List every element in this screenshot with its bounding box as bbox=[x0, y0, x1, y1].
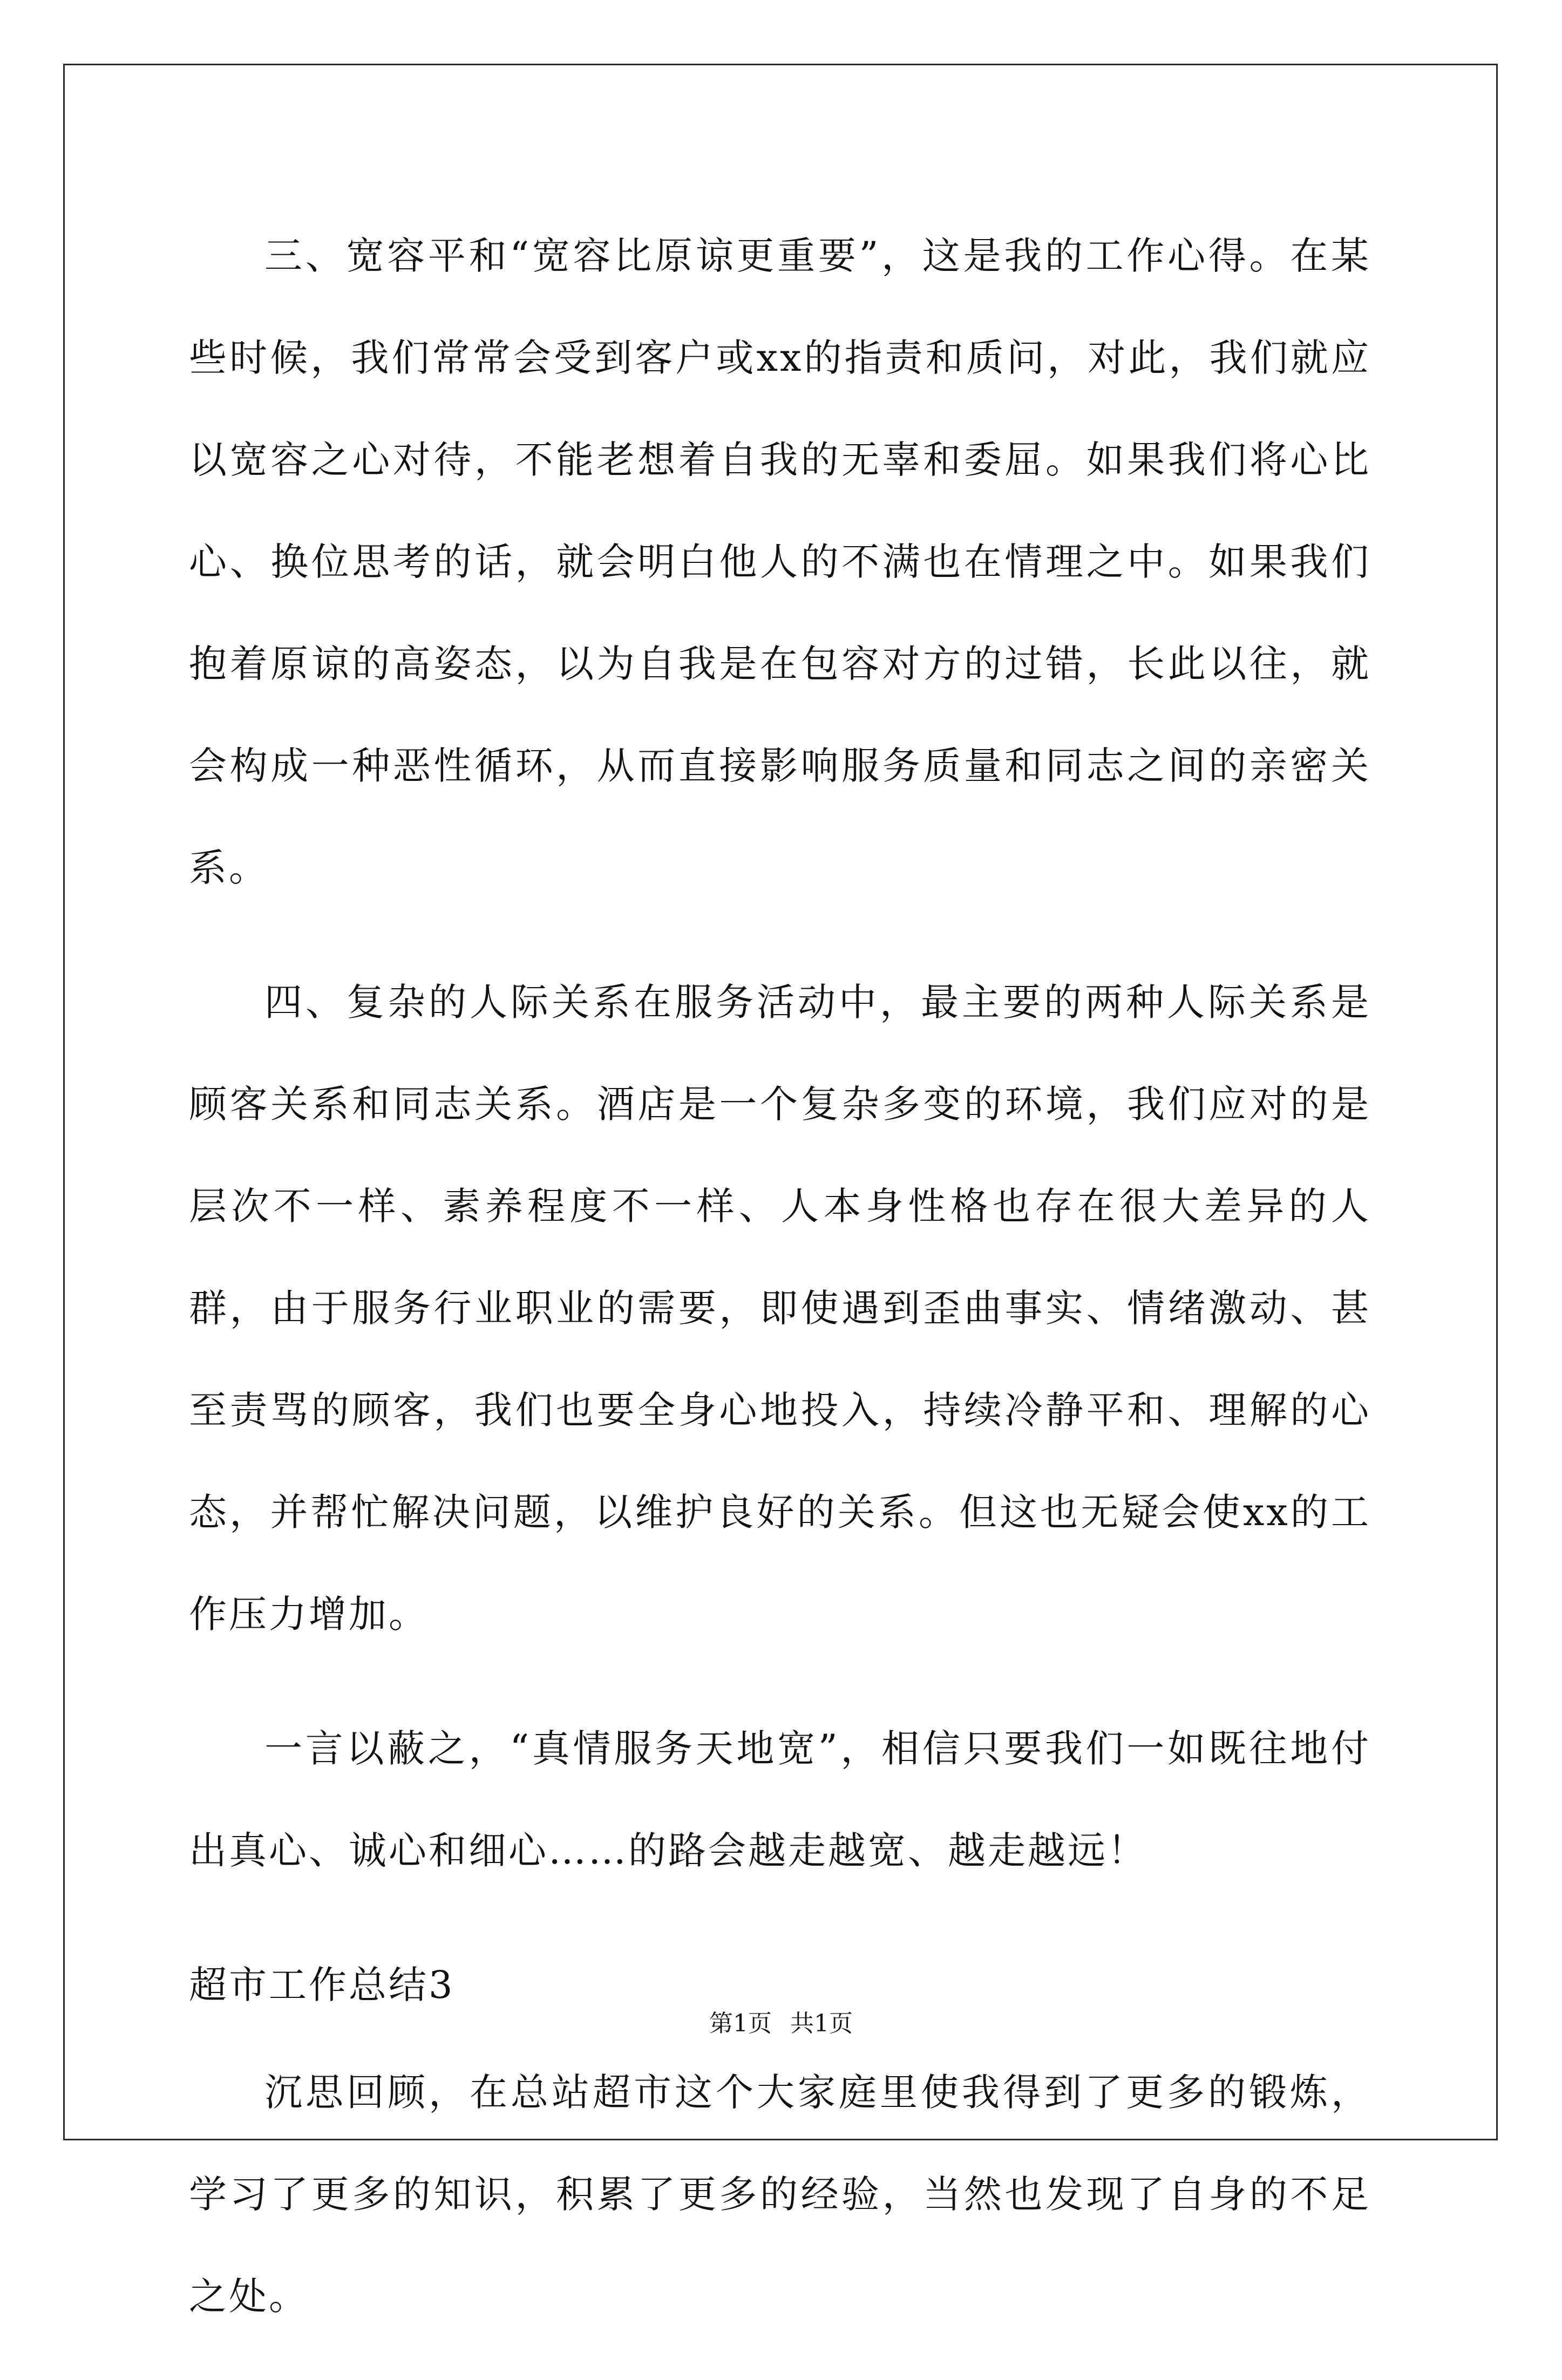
page-total: 共1页 bbox=[790, 2010, 853, 2037]
page-footer bbox=[0, 2008, 1562, 2040]
document-body bbox=[189, 205, 1371, 2380]
paragraph-tolerance: 三、宽容平和“宽容比原谅更重要”，这是我的工作心得。在某些时候，我们常常会受到客户或xx的指责和质问，对此，我们就应以宽容之心对待，不能老想着自我的无辜和委屈。如果我们将心比心、换位思考的话，就会明白他人的不满也在情理之中。如果我们抱着原谅的高姿态，以为自我是在包容对方的过错，长此以往，就会构成一种恶性循环，从而直接影响服务质量和同志之间的亲密关系。 bbox=[189, 234, 1371, 890]
paragraph-conclusion: 一言以蔽之，“真情服务天地宽”，相信只要我们一如既往地付出真心、诚心和细心……的路会越走越宽、越走越远！ bbox=[189, 1726, 1371, 1873]
paragraph-reflection: 沉思回顾，在总站超市这个大家庭里使我得到了更多的锻炼，学习了更多的知识，积累了更多的经验，当然也发现了自身的不足之处。 bbox=[189, 2070, 1371, 2318]
page-number: 第1页 bbox=[709, 2010, 772, 2037]
paragraph-relationships: 四、复杂的人际关系在服务活动中，最主要的两种人际关系是顾客关系和同志关系。酒店是一个复杂多变的环境，我们应对的是层次不一样、素养程度不一样、人本身性格也存在很大差异的人群，由于服务行业职业的需要，即使遇到歪曲事实、情绪激动、甚至责骂的顾客，我们也要全身心地投入，持续冷静平和、理解的心态，并帮忙解决问题，以维护良好的关系。但这也无疑会使xx的工作压力增加。 bbox=[189, 980, 1371, 1636]
section-heading: 超市工作总结3 bbox=[189, 1963, 455, 2007]
